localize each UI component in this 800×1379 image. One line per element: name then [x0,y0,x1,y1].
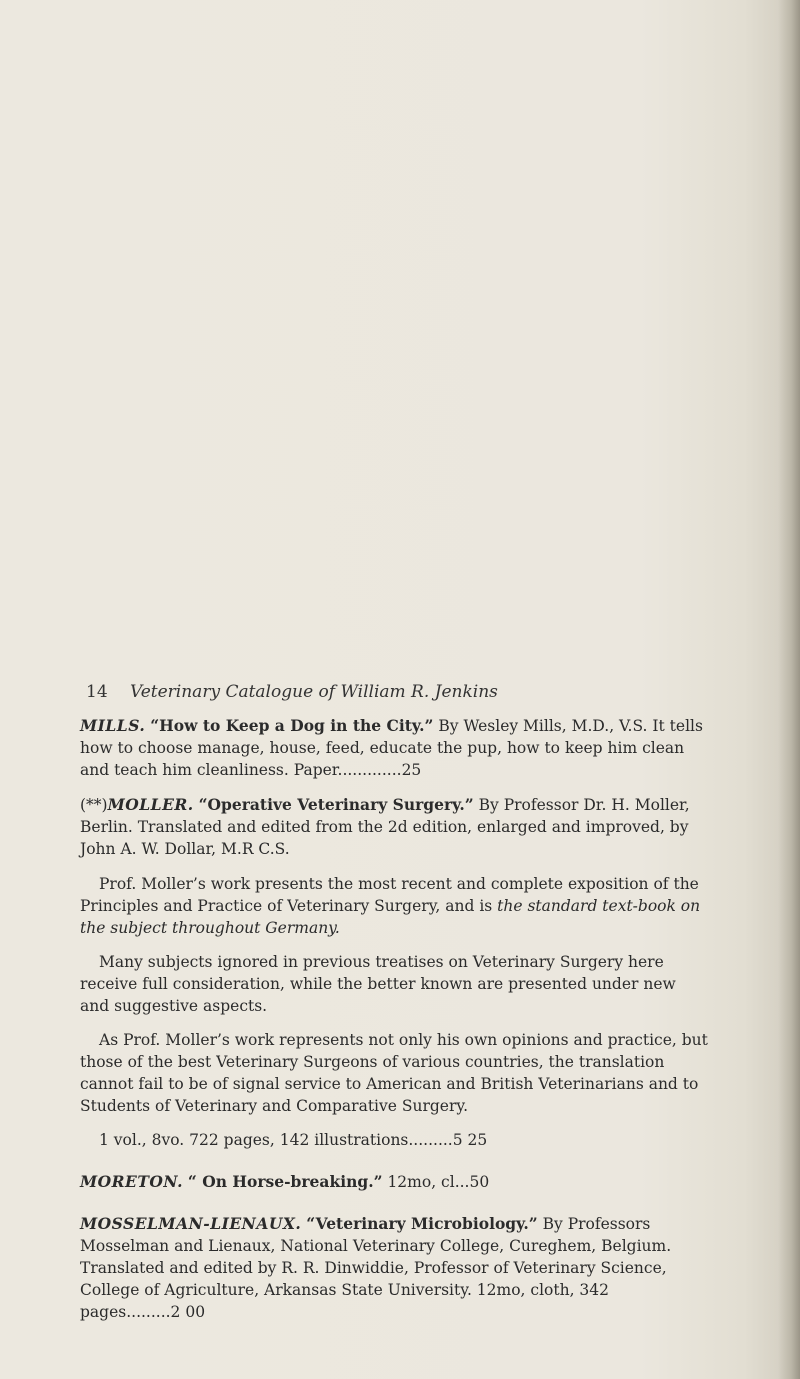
entry-author: MOLLER. [107,795,194,814]
entry-author: MOSSELMAN-LIENAUX. [80,1214,302,1233]
entry-text: By Professor Dr. H. Moller, Berlin. Translated and edited from the 2d edition, enlarged and improved, by John A. W. Dollar, M.R C.S. [80,796,690,858]
entry-prefix: (**) [80,796,108,814]
entry-text: By Wesley Mills, M.D., V.S. It tells how to choose manage, house, feed, educate the pup, how to keep him clean and teach him cleanliness. Paper.............25 [80,717,703,779]
paragraph-text: Prof. Moller’s work presents the most recent and complete exposition of the Principles and Practice of Veterinary Surgery, and is [80,875,699,915]
moller-description [80,873,709,939]
entry-moreton [80,1171,709,1193]
page-header [86,682,706,702]
catalogue-content [80,715,709,1336]
entry-text: 12mo, cl...50 [382,1173,490,1191]
paragraph-emphasis: the standard text-book on the subject throughout Germany. [80,897,701,937]
entry-title: “ On Horse-breaking.” [187,1172,383,1191]
page-number: 14 [86,682,108,702]
entry-moller [80,794,709,860]
entry-author: MORETON. [80,1172,183,1191]
moller-subjects: Many subjects ignored in previous treatises on Veterinary Surgery here receive full consideration, while the better known are presented under new and suggestive aspects. [80,953,676,1015]
entry-mosselman [80,1213,709,1323]
running-title: Veterinary Catalogue of William R. Jenkins [130,682,498,702]
entry-title: “Veterinary Microbiology.” [306,1214,538,1233]
entry-author: MILLS. [80,716,146,735]
moller-opinions: As Prof. Moller’s work represents not only his own opinions and practice, but those of the best Veterinary Surgeons of various countries, the translation cannot fail to be of signal service to American and British Veterinarians and to Students of Veterinary and Comparative Surgery. [80,1031,708,1115]
entry-title: “Operative Veterinary Surgery.” [198,795,474,814]
entry-mills [80,715,709,781]
moller-price-line: 1 vol., 8vo. 722 pages, 142 illustrations.........5 25 [99,1131,488,1149]
entry-title: “How to Keep a Dog in the City.” [150,716,434,735]
page-edge-shadow [778,0,800,1379]
entry-text: By Professors Mosselman and Lienaux, National Veterinary College, Cureghem, Belgium. Translated and edited by R. R. Dinwiddie, Professor of Veterinary Science, College of Agriculture, Arkansas State University. 12mo, cloth, 342 pages.........2 00 [80,1215,672,1321]
